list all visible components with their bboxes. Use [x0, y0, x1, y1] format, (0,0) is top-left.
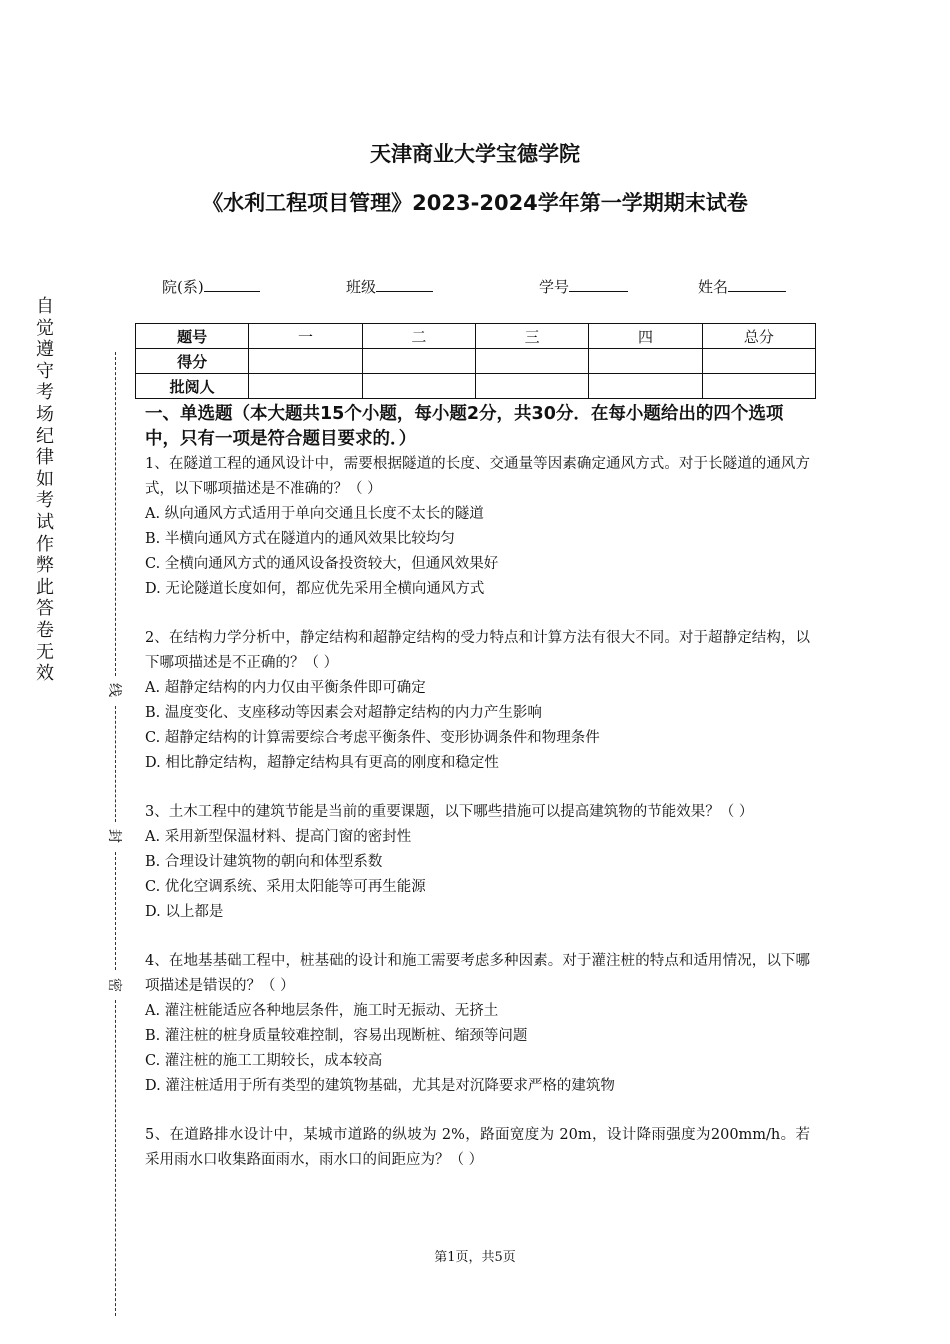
notice-char: 守	[36, 360, 54, 382]
question-block	[145, 800, 810, 925]
notice-char: 答	[36, 598, 54, 620]
binding-line	[115, 352, 116, 676]
notice-char: 考	[36, 490, 54, 512]
question-block	[145, 626, 810, 776]
student-id-field[interactable]	[539, 276, 628, 297]
notice-char: 自	[36, 296, 54, 317]
question-stem: 5、在道路排水设计中，某城市道路的纵坡为 2%，路面宽度为 20m，设计降雨强度为200mm/h。若采用雨水口收集路面雨水，雨水口的间距应为？（ ）	[145, 1127, 810, 1168]
question-stem: 3、土木工程中的建筑节能是当前的重要课题，以下哪些措施可以提高建筑物的节能效果？（ ）	[145, 804, 754, 820]
binding-line	[115, 852, 116, 970]
score-row	[136, 349, 816, 374]
grader-cell[interactable]	[362, 374, 475, 399]
answer-option[interactable]: A. 纵向通风方式适用于单向交通且长度不太长的隧道	[145, 506, 484, 522]
seal-char-mi: 密	[105, 974, 125, 996]
class-blank[interactable]	[376, 277, 433, 292]
score-cell[interactable]	[362, 349, 475, 374]
school-title: 天津商业大学宝德学院	[370, 142, 580, 166]
exam-discipline-notice	[33, 296, 57, 685]
notice-char: 如	[36, 468, 54, 490]
score-table	[135, 323, 816, 399]
answer-option[interactable]: A. 采用新型保温材料、提高门窗的密封性	[145, 829, 412, 845]
header-cell-question-no: 题号	[136, 324, 249, 349]
grader-cell[interactable]	[475, 374, 588, 399]
grader-cell[interactable]	[249, 374, 362, 399]
score-cell[interactable]	[589, 349, 702, 374]
question-stem: 1、在隧道工程的通风设计中，需要根据隧道的长度、交通量等因素确定通风方式。对于长隧道的通风方式，以下哪项描述是不准确的？（ ）	[145, 456, 810, 497]
seal-char-feng: 封	[105, 825, 125, 847]
notice-char: 卷	[36, 619, 54, 641]
grader-row-label: 批阅人	[136, 374, 249, 399]
question-list	[145, 452, 810, 1173]
binding-line	[115, 1000, 116, 1316]
department-blank[interactable]	[204, 277, 260, 292]
answer-option[interactable]: C. 灌注桩的施工工期较长，成本较高	[145, 1053, 383, 1069]
question-spacer	[145, 1099, 810, 1123]
binding-line	[115, 706, 116, 822]
answer-option[interactable]: C. 优化空调系统、采用太阳能等可再生能源	[145, 879, 426, 895]
student-id-label: 学号	[539, 278, 570, 296]
exam-title: 《水利工程项目管理》2023-2024学年第一学期期末试卷	[202, 191, 748, 215]
score-cell[interactable]	[249, 349, 362, 374]
question-stem: 2、在结构力学分析中，静定结构和超静定结构的受力特点和计算方法有很大不同。对于超静定结构，以下哪项描述是不正确的？（ ）	[145, 630, 810, 671]
question-block	[145, 452, 810, 602]
answer-option[interactable]: D. 无论隧道长度如何，都应优先采用全横向通风方式	[145, 581, 485, 597]
seal-char-xian: 线	[105, 679, 125, 701]
notice-char: 律	[36, 447, 54, 469]
grader-cell[interactable]	[589, 374, 702, 399]
header-cell-total: 总分	[702, 324, 815, 349]
notice-char: 遵	[36, 339, 54, 361]
notice-char: 效	[36, 663, 54, 685]
question-spacer	[145, 925, 810, 949]
notice-char: 纪	[36, 425, 54, 447]
notice-char: 作	[36, 533, 54, 555]
answer-option[interactable]: D. 相比静定结构，超静定结构具有更高的刚度和稳定性	[145, 755, 499, 771]
header-cell-part3: 三	[475, 324, 588, 349]
answer-option[interactable]: D. 以上都是	[145, 904, 224, 920]
score-row-label: 得分	[136, 349, 249, 374]
class-field[interactable]	[346, 276, 433, 297]
notice-char: 场	[36, 403, 54, 425]
class-label: 班级	[346, 278, 377, 296]
page-number: 第1页，共5页	[434, 1250, 516, 1265]
question-block	[145, 1123, 810, 1173]
score-cell[interactable]	[702, 349, 815, 374]
answer-option[interactable]: A. 超静定结构的内力仅由平衡条件即可确定	[145, 680, 426, 696]
header-cell-part2: 二	[362, 324, 475, 349]
section-heading: 一、单选题（本大题共15个小题，每小题2分，共30分．在每小题给出的四个选项中，只有一项是符合题目要求的．）	[145, 404, 784, 449]
department-field[interactable]	[162, 276, 260, 297]
score-cell[interactable]	[475, 349, 588, 374]
header-cell-part4: 四	[589, 324, 702, 349]
answer-option[interactable]: B. 灌注桩的桩身质量较难控制，容易出现断桩、缩颈等问题	[145, 1028, 528, 1044]
name-label: 姓名	[698, 278, 729, 296]
student-id-blank[interactable]	[569, 277, 628, 292]
answer-option[interactable]: B. 半横向通风方式在隧道内的通风效果比较均匀	[145, 531, 455, 547]
notice-char: 觉	[36, 317, 54, 339]
exam-content	[145, 402, 810, 1173]
notice-char: 考	[36, 382, 54, 404]
department-label: 院(系)	[162, 278, 204, 296]
grader-row	[136, 374, 816, 399]
answer-option[interactable]: A. 灌注桩能适应各种地层条件，施工时无振动、无挤土	[145, 1003, 499, 1019]
score-table-header-row	[136, 324, 816, 349]
answer-option[interactable]: C. 超静定结构的计算需要综合考虑平衡条件、变形协调条件和物理条件	[145, 730, 600, 746]
notice-char: 此	[36, 576, 54, 598]
answer-option[interactable]: B. 合理设计建筑物的朝向和体型系数	[145, 854, 383, 870]
notice-char: 无	[36, 641, 54, 663]
name-blank[interactable]	[728, 277, 786, 292]
question-stem: 4、在地基基础工程中，桩基础的设计和施工需要考虑多种因素。对于灌注桩的特点和适用情况，以下哪项描述是错误的？（ ）	[145, 953, 810, 994]
answer-option[interactable]: B. 温度变化、支座移动等因素会对超静定结构的内力产生影响	[145, 705, 542, 721]
name-field[interactable]	[698, 276, 786, 297]
header-cell-part1: 一	[249, 324, 362, 349]
answer-option[interactable]: C. 全横向通风方式的通风设备投资较大，但通风效果好	[145, 556, 499, 572]
answer-option[interactable]: D. 灌注桩适用于所有类型的建筑物基础，尤其是对沉降要求严格的建筑物	[145, 1078, 615, 1094]
question-spacer	[145, 602, 810, 626]
notice-char: 弊	[36, 555, 54, 577]
question-spacer	[145, 776, 810, 800]
notice-char: 试	[36, 511, 54, 533]
question-block	[145, 949, 810, 1099]
grader-cell[interactable]	[702, 374, 815, 399]
